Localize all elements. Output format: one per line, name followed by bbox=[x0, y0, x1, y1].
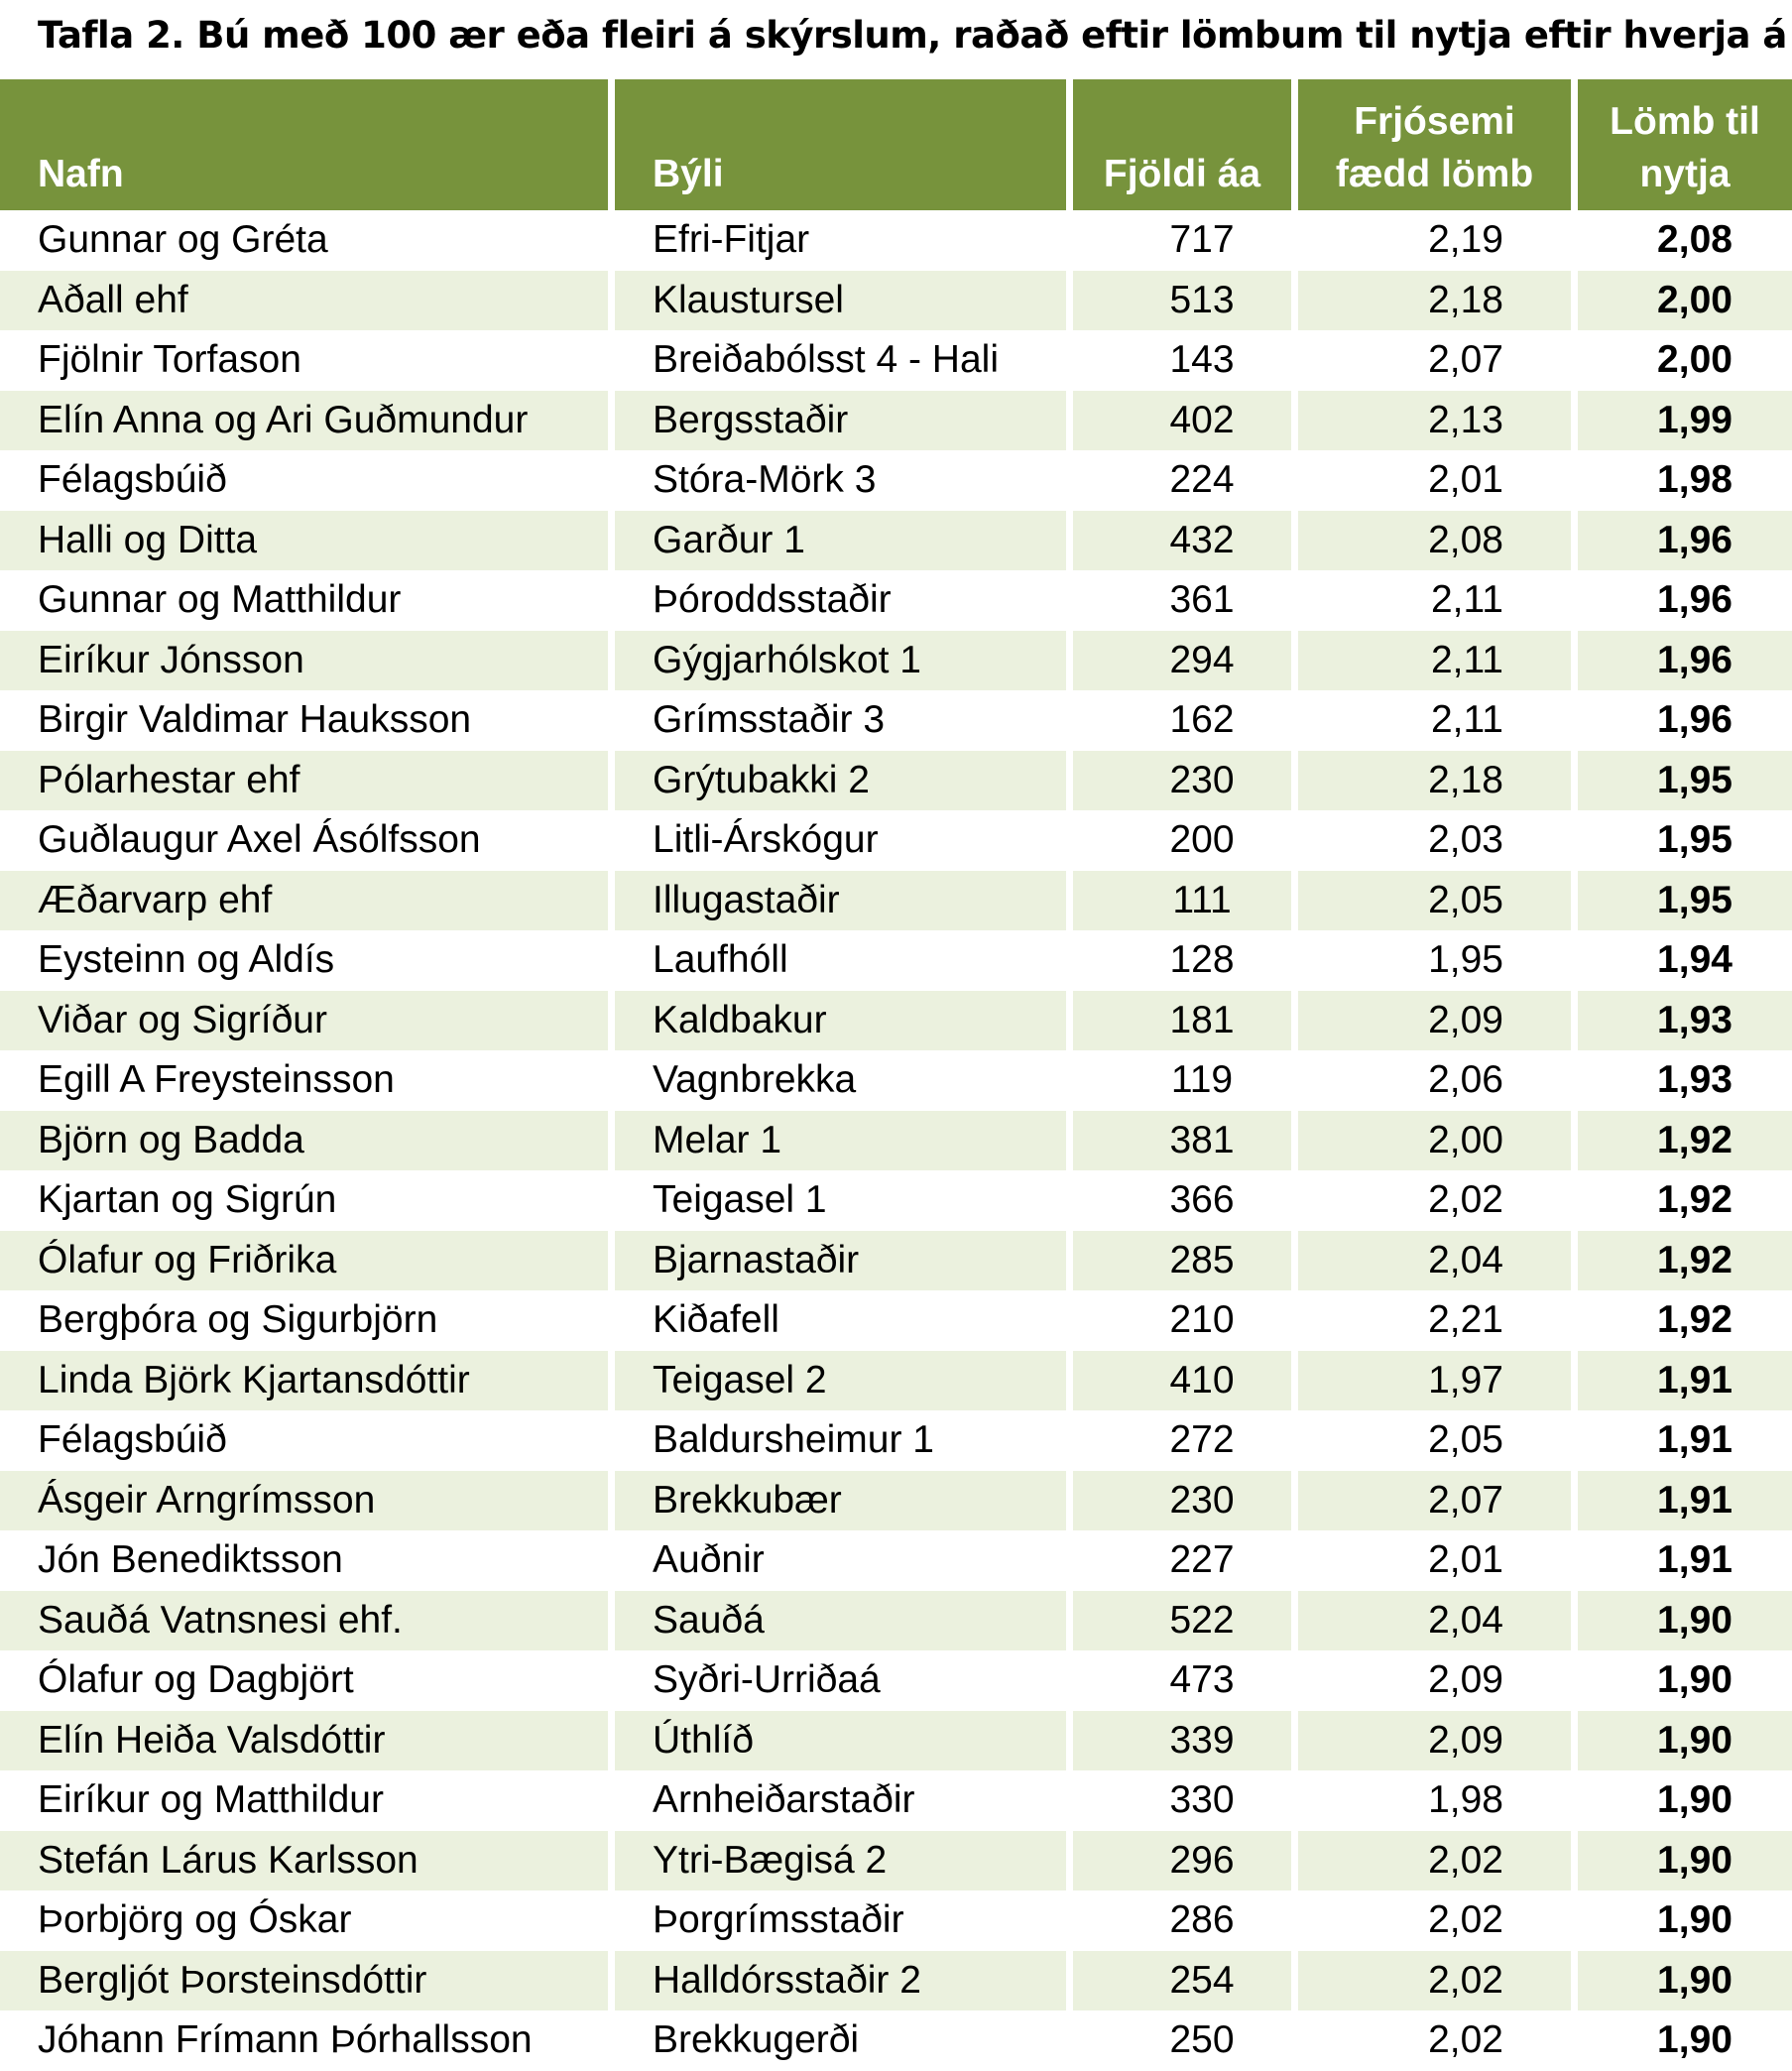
cell-lambs: 1,90 bbox=[1578, 1951, 1792, 2011]
cell-ewes: 143 bbox=[1073, 330, 1298, 391]
cell-name: Eysteinn og Aldís bbox=[0, 930, 615, 991]
cell-lambs: 1,92 bbox=[1578, 1111, 1792, 1171]
cell-lambs: 1,96 bbox=[1578, 511, 1792, 571]
cell-farm: Laufhóll bbox=[615, 930, 1073, 991]
table-row bbox=[0, 1890, 1792, 1951]
cell-farm: Bjarnastaðir bbox=[615, 1231, 1073, 1291]
table-row bbox=[0, 991, 1792, 1051]
cell-lambs: 1,93 bbox=[1657, 1058, 1732, 1102]
cell-fertility: 2,18 bbox=[1298, 271, 1578, 331]
cell-fertility: 2,01 bbox=[1298, 1530, 1578, 1591]
cell-ewes: 294 bbox=[1073, 631, 1298, 691]
cell-name: Björn og Badda bbox=[0, 1111, 615, 1171]
cell-fertility: 2,11 bbox=[1298, 570, 1578, 631]
cell-lambs: 1,96 bbox=[1578, 631, 1792, 691]
table-row bbox=[0, 1170, 1792, 1231]
data-table bbox=[0, 79, 1792, 2071]
cell-name: Elín Anna og Ari Guðmundur bbox=[0, 391, 615, 451]
table-row bbox=[0, 1711, 1792, 1771]
cell-ewes: 128 bbox=[1073, 930, 1298, 991]
cell-fertility: 2,04 bbox=[1298, 1591, 1578, 1651]
table-row bbox=[0, 1591, 1792, 1651]
cell-farm: Ytri-Bægisá 2 bbox=[615, 1831, 1073, 1891]
cell-lambs: 1,93 bbox=[1578, 991, 1792, 1051]
cell-lambs: 1,92 bbox=[1578, 1231, 1792, 1291]
table-row bbox=[0, 1770, 1792, 1831]
cell-lambs: 2,00 bbox=[1657, 338, 1732, 382]
cell-fertility: 1,95 bbox=[1298, 930, 1578, 991]
cell-name: Ásgeir Arngrímsson bbox=[0, 1471, 615, 1531]
cell-ewes: 522 bbox=[1073, 1591, 1298, 1651]
cell-ewes: 111 bbox=[1073, 871, 1298, 931]
cell-lambs: 1,90 bbox=[1657, 1898, 1732, 1942]
table-row bbox=[0, 1231, 1792, 1291]
cell-fertility: 2,13 bbox=[1298, 391, 1578, 451]
cell-name: Guðlaugur Axel Ásólfsson bbox=[0, 810, 615, 871]
table-row bbox=[0, 930, 1792, 991]
cell-ewes: 224 bbox=[1073, 450, 1298, 511]
cell-name: Viðar og Sigríður bbox=[0, 991, 615, 1051]
fertility-header-line1: Frjósemi bbox=[1354, 100, 1515, 143]
cell-fertility: 2,09 bbox=[1298, 991, 1578, 1051]
cell-ewes: 181 bbox=[1073, 991, 1298, 1051]
cell-ewes: 200 bbox=[1073, 810, 1298, 871]
cell-fertility: 2,05 bbox=[1298, 1410, 1578, 1471]
cell-farm: Bergsstaðir bbox=[615, 391, 1073, 451]
cell-farm: Baldursheimur 1 bbox=[615, 1410, 1073, 1471]
cell-farm: Brekkubær bbox=[615, 1471, 1073, 1531]
column-header-lambs bbox=[1578, 79, 1792, 210]
cell-lambs: 1,95 bbox=[1578, 751, 1792, 811]
cell-farm: Halldórsstaðir 2 bbox=[615, 1951, 1073, 2011]
table-row bbox=[0, 690, 1792, 751]
cell-fertility: 1,97 bbox=[1298, 1351, 1578, 1411]
cell-fertility: 2,04 bbox=[1298, 1231, 1578, 1291]
cell-lambs: 2,00 bbox=[1578, 271, 1792, 331]
cell-name: Gunnar og Matthildur bbox=[0, 570, 615, 631]
cell-ewes: 286 bbox=[1073, 1890, 1298, 1951]
cell-farm: Efri-Fitjar bbox=[615, 210, 1073, 271]
cell-fertility: 2,09 bbox=[1298, 1650, 1578, 1711]
cell-ewes: 285 bbox=[1073, 1231, 1298, 1291]
cell-farm: Auðnir bbox=[615, 1530, 1073, 1591]
table-row bbox=[0, 1951, 1792, 2011]
cell-name: Egill A Freysteinsson bbox=[0, 1050, 615, 1111]
table-row bbox=[0, 1290, 1792, 1351]
table-body bbox=[0, 210, 1792, 2071]
cell-ewes: 513 bbox=[1073, 271, 1298, 331]
column-header-fertility bbox=[1298, 79, 1578, 210]
cell-fertility: 2,00 bbox=[1298, 1111, 1578, 1171]
table-row bbox=[0, 2010, 1792, 2071]
table-row bbox=[0, 391, 1792, 451]
cell-ewes: 361 bbox=[1073, 570, 1298, 631]
cell-farm: Litli-Árskógur bbox=[615, 810, 1073, 871]
cell-lambs: 1,95 bbox=[1578, 871, 1792, 931]
column-header-ewes: Fjöldi áa bbox=[1073, 79, 1298, 210]
cell-ewes: 432 bbox=[1073, 511, 1298, 571]
cell-ewes: 230 bbox=[1073, 751, 1298, 811]
cell-fertility: 2,07 bbox=[1298, 1471, 1578, 1531]
cell-ewes: 250 bbox=[1073, 2010, 1298, 2071]
cell-name: Ólafur og Dagbjört bbox=[0, 1650, 615, 1711]
cell-lambs: 1,92 bbox=[1657, 1298, 1732, 1342]
cell-lambs: 1,90 bbox=[1578, 1711, 1792, 1771]
cell-fertility: 2,08 bbox=[1298, 511, 1578, 571]
cell-ewes: 381 bbox=[1073, 1111, 1298, 1171]
cell-ewes: 339 bbox=[1073, 1711, 1298, 1771]
cell-farm: Úthlíð bbox=[615, 1711, 1073, 1771]
cell-fertility: 2,02 bbox=[1298, 1170, 1578, 1231]
cell-lambs: 1,91 bbox=[1578, 1471, 1792, 1531]
cell-fertility: 2,02 bbox=[1298, 2010, 1578, 2071]
cell-lambs: 2,08 bbox=[1657, 218, 1732, 262]
cell-fertility: 1,98 bbox=[1298, 1770, 1578, 1831]
table-row bbox=[0, 1471, 1792, 1531]
cell-ewes: 119 bbox=[1073, 1050, 1298, 1111]
cell-name: Félagsbúið bbox=[0, 450, 615, 511]
table-header bbox=[0, 79, 1792, 210]
cell-farm: Grýtubakki 2 bbox=[615, 751, 1073, 811]
lambs-header-line2: nytja bbox=[1639, 153, 1731, 195]
cell-fertility: 2,07 bbox=[1298, 330, 1578, 391]
cell-ewes: 227 bbox=[1073, 1530, 1298, 1591]
table-title: Tafla 2. Bú með 100 ær eða fleiri á skýrslum, raðað eftir lömbum til nytja eftir hverja á bbox=[38, 14, 1787, 57]
cell-fertility: 2,09 bbox=[1298, 1711, 1578, 1771]
cell-name: Kjartan og Sigrún bbox=[0, 1170, 615, 1231]
cell-name: Pólarhestar ehf bbox=[0, 751, 615, 811]
cell-name: Æðarvarp ehf bbox=[0, 871, 615, 931]
cell-ewes: 473 bbox=[1073, 1650, 1298, 1711]
cell-lambs: 1,94 bbox=[1657, 938, 1732, 982]
table-row bbox=[0, 751, 1792, 811]
table-row bbox=[0, 511, 1792, 571]
cell-farm: Teigasel 2 bbox=[615, 1351, 1073, 1411]
cell-ewes: 717 bbox=[1073, 210, 1298, 271]
table-row bbox=[0, 1351, 1792, 1411]
cell-lambs: 1,90 bbox=[1657, 1658, 1732, 1702]
cell-name: Þorbjörg og Óskar bbox=[0, 1890, 615, 1951]
cell-fertility: 2,11 bbox=[1298, 690, 1578, 751]
cell-fertility: 2,01 bbox=[1298, 450, 1578, 511]
cell-farm: Vagnbrekka bbox=[615, 1050, 1073, 1111]
cell-name: Bergljót Þorsteinsdóttir bbox=[0, 1951, 615, 2011]
cell-ewes: 272 bbox=[1073, 1410, 1298, 1471]
cell-farm: Teigasel 1 bbox=[615, 1170, 1073, 1231]
cell-fertility: 2,05 bbox=[1298, 871, 1578, 931]
cell-name: Birgir Valdimar Hauksson bbox=[0, 690, 615, 751]
cell-lambs: 1,90 bbox=[1578, 1831, 1792, 1891]
cell-fertility: 2,19 bbox=[1298, 210, 1578, 271]
cell-name: Jón Benediktsson bbox=[0, 1530, 615, 1591]
cell-ewes: 330 bbox=[1073, 1770, 1298, 1831]
cell-farm: Arnheiðarstaðir bbox=[615, 1770, 1073, 1831]
cell-farm: Brekkugerði bbox=[615, 2010, 1073, 2071]
cell-ewes: 230 bbox=[1073, 1471, 1298, 1531]
cell-fertility: 2,03 bbox=[1298, 810, 1578, 871]
cell-farm: Kiðafell bbox=[615, 1290, 1073, 1351]
table-row bbox=[0, 210, 1792, 271]
table-row bbox=[0, 631, 1792, 691]
cell-farm: Klaustursel bbox=[615, 271, 1073, 331]
column-header-name: Nafn bbox=[0, 79, 615, 210]
cell-name: Sauðá Vatnsnesi ehf. bbox=[0, 1591, 615, 1651]
cell-name: Ólafur og Friðrika bbox=[0, 1231, 615, 1291]
cell-name: Gunnar og Gréta bbox=[0, 210, 615, 271]
cell-lambs: 1,91 bbox=[1657, 1418, 1732, 1462]
table-row bbox=[0, 871, 1792, 931]
cell-lambs: 1,95 bbox=[1657, 818, 1732, 862]
cell-farm: Kaldbakur bbox=[615, 991, 1073, 1051]
cell-name: Eiríkur Jónsson bbox=[0, 631, 615, 691]
cell-farm: Garður 1 bbox=[615, 511, 1073, 571]
cell-farm: Þorgrímsstaðir bbox=[615, 1890, 1073, 1951]
cell-lambs: 1,91 bbox=[1578, 1351, 1792, 1411]
cell-lambs: 1,96 bbox=[1657, 698, 1732, 742]
cell-farm: Breiðabólsst 4 - Hali bbox=[615, 330, 1073, 391]
cell-farm: Grímsstaðir 3 bbox=[615, 690, 1073, 751]
table-row bbox=[0, 450, 1792, 511]
cell-ewes: 296 bbox=[1073, 1831, 1298, 1891]
table-row bbox=[0, 1831, 1792, 1891]
cell-ewes: 410 bbox=[1073, 1351, 1298, 1411]
cell-farm: Illugastaðir bbox=[615, 871, 1073, 931]
cell-ewes: 402 bbox=[1073, 391, 1298, 451]
table-row bbox=[0, 1050, 1792, 1111]
cell-lambs: 1,99 bbox=[1578, 391, 1792, 451]
cell-farm: Gýgjarhólskot 1 bbox=[615, 631, 1073, 691]
cell-farm: Þóroddsstaðir bbox=[615, 570, 1073, 631]
cell-lambs: 1,92 bbox=[1657, 1178, 1732, 1222]
table-row bbox=[0, 271, 1792, 331]
cell-lambs: 1,90 bbox=[1657, 2018, 1732, 2062]
cell-name: Aðall ehf bbox=[0, 271, 615, 331]
cell-ewes: 366 bbox=[1073, 1170, 1298, 1231]
cell-name: Eiríkur og Matthildur bbox=[0, 1770, 615, 1831]
cell-fertility: 2,11 bbox=[1298, 631, 1578, 691]
cell-ewes: 254 bbox=[1073, 1951, 1298, 2011]
table-row bbox=[0, 1530, 1792, 1591]
cell-fertility: 2,02 bbox=[1298, 1951, 1578, 2011]
cell-fertility: 2,06 bbox=[1298, 1050, 1578, 1111]
cell-name: Bergþóra og Sigurbjörn bbox=[0, 1290, 615, 1351]
fertility-header-line2: fædd lömb bbox=[1335, 153, 1534, 195]
cell-name: Félagsbúið bbox=[0, 1410, 615, 1471]
cell-lambs: 1,96 bbox=[1657, 578, 1732, 622]
cell-name: Linda Björk Kjartansdóttir bbox=[0, 1351, 615, 1411]
table-row bbox=[0, 1111, 1792, 1171]
cell-ewes: 210 bbox=[1073, 1290, 1298, 1351]
cell-name: Stefán Lárus Karlsson bbox=[0, 1831, 615, 1891]
cell-lambs: 1,90 bbox=[1657, 1778, 1732, 1822]
cell-farm: Syðri-Urriðaá bbox=[615, 1650, 1073, 1711]
cell-name: Halli og Ditta bbox=[0, 511, 615, 571]
cell-lambs: 1,98 bbox=[1657, 458, 1732, 502]
table-row bbox=[0, 570, 1792, 631]
column-header-farm: Býli bbox=[615, 79, 1073, 210]
table-row bbox=[0, 810, 1792, 871]
cell-fertility: 2,02 bbox=[1298, 1831, 1578, 1891]
cell-name: Jóhann Frímann Þórhallsson bbox=[0, 2010, 615, 2071]
cell-name: Elín Heiða Valsdóttir bbox=[0, 1711, 615, 1771]
cell-ewes: 162 bbox=[1073, 690, 1298, 751]
table-row bbox=[0, 1650, 1792, 1711]
cell-name: Fjölnir Torfason bbox=[0, 330, 615, 391]
cell-farm: Stóra-Mörk 3 bbox=[615, 450, 1073, 511]
table-row bbox=[0, 1410, 1792, 1471]
cell-farm: Melar 1 bbox=[615, 1111, 1073, 1171]
cell-fertility: 2,18 bbox=[1298, 751, 1578, 811]
cell-lambs: 1,90 bbox=[1578, 1591, 1792, 1651]
cell-fertility: 2,02 bbox=[1298, 1890, 1578, 1951]
cell-fertility: 2,21 bbox=[1298, 1290, 1578, 1351]
cell-lambs: 1,91 bbox=[1657, 1538, 1732, 1582]
cell-farm: Sauðá bbox=[615, 1591, 1073, 1651]
lambs-header-line1: Lömb til bbox=[1610, 100, 1760, 143]
table-row bbox=[0, 330, 1792, 391]
